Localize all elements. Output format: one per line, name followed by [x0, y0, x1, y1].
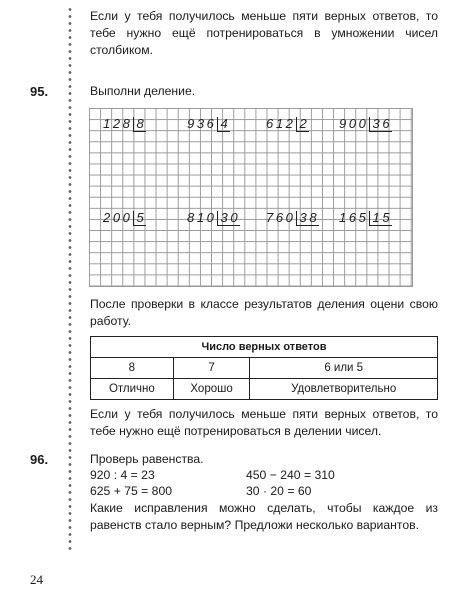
count-cell: 8 — [91, 358, 174, 379]
dividend: 760 — [266, 210, 296, 225]
score-table-header: Число верных ответов — [91, 337, 438, 358]
division-problem — [187, 116, 230, 132]
divisor: 36 — [369, 117, 393, 132]
grade-cell: Удовлетворительно — [250, 379, 438, 400]
task-96-title: Проверь равенства. — [90, 452, 204, 466]
task-96-number: 96. — [30, 452, 49, 467]
task-95-number: 95. — [30, 84, 49, 99]
divisor: 15 — [369, 211, 393, 226]
intro-paragraph: Если у тебя получилось меньше пяти верных ответов, то тебе нужно ещё потренироваться в умножении чисел столбиком. — [90, 9, 438, 57]
count-cell: 7 — [173, 358, 250, 379]
score-table — [90, 336, 438, 400]
dividend: 200 — [103, 210, 133, 225]
task-95-title: Выполни деление. — [90, 84, 196, 98]
equation: 450 − 240 = 310 — [246, 468, 335, 482]
grade-cell: Хорошо — [173, 379, 250, 400]
divisor: 5 — [133, 211, 147, 226]
division-problem — [339, 210, 392, 226]
division-grid — [89, 108, 413, 287]
dividend: 936 — [187, 116, 217, 131]
division-problem — [339, 116, 392, 132]
division-problem — [187, 210, 240, 226]
divisor: 38 — [296, 211, 320, 226]
divisor: 4 — [217, 117, 231, 132]
divisor: 8 — [133, 117, 147, 132]
equation: 920 : 4 = 23 — [90, 468, 155, 482]
divisor: 2 — [296, 117, 310, 132]
equation: 30 · 20 = 60 — [246, 484, 312, 498]
dividend: 612 — [266, 116, 296, 131]
division-problem — [103, 210, 146, 226]
division-problem — [266, 210, 319, 226]
task-96-question: Какие исправления можно сделать, чтобы каждое из равенств стало верным? Предложи несколько вариантов. — [90, 501, 438, 532]
grade-cell: Отлично — [91, 379, 174, 400]
dotted-margin-line — [67, 6, 73, 551]
dividend: 810 — [187, 210, 217, 225]
dividend: 900 — [339, 116, 369, 131]
count-cell: 6 или 5 — [250, 358, 438, 379]
divisor: 30 — [217, 211, 241, 226]
equation: 625 + 75 = 800 — [90, 484, 173, 498]
division-problem — [266, 116, 309, 132]
division-problem — [103, 116, 146, 132]
dividend: 165 — [339, 210, 369, 225]
advice-paragraph: Если у тебя получилось меньше пяти верных ответов, то тебе нужно ещё потренироваться в делении чисел. — [90, 407, 438, 438]
page-number: 24 — [30, 572, 43, 587]
check-paragraph: После проверки в классе результатов деления оцени свою работу. — [90, 297, 438, 328]
dividend: 128 — [103, 116, 133, 131]
